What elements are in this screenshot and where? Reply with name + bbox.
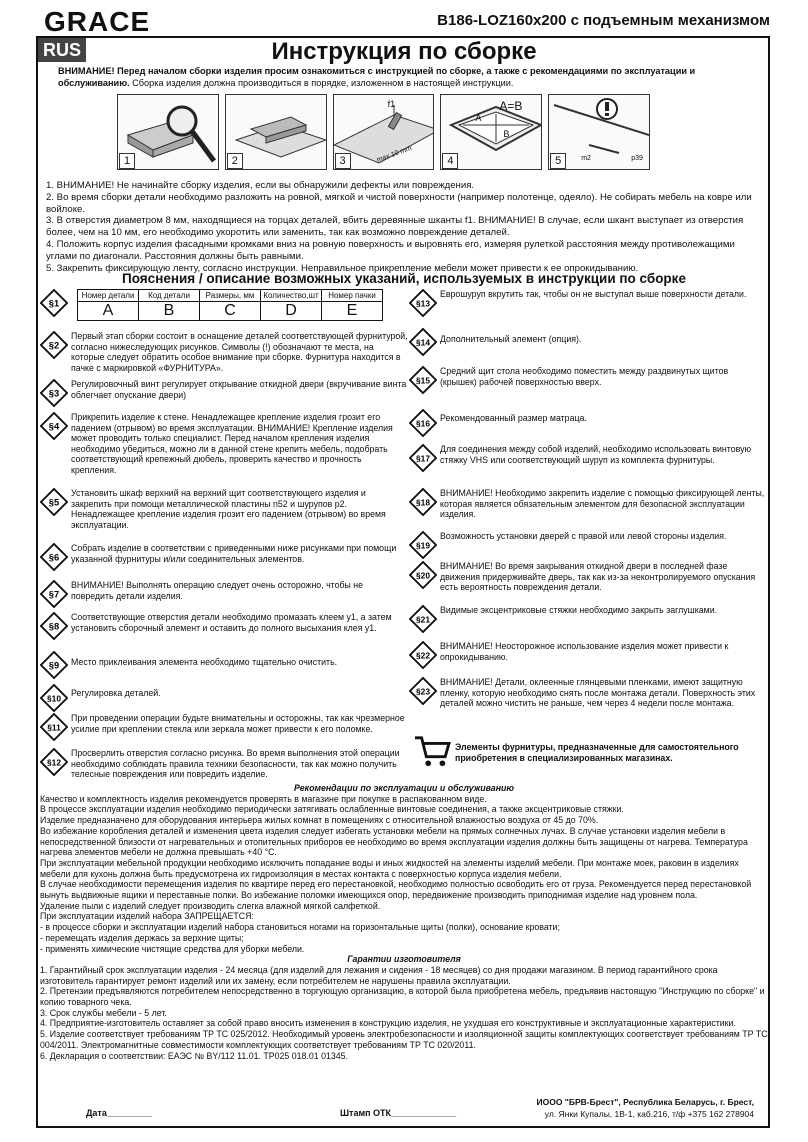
codes-letter: D (261, 302, 322, 321)
intro-rest: Сборка изделия должна производиться в порядке, изложенном в настоящей инструкции. (129, 77, 514, 88)
company-name: ИООО "БРВ-Брест", Республика Беларусь, г. Брест, (536, 1097, 754, 1107)
hint-icon (409, 605, 437, 633)
hint-text: ВНИМАНИЕ! Детали, оклеенные глянцевыми пленками, имеют защитную пленку, которую необходимо снять после монтажа детали. Поверхность этих деталей можно чистить не раньше, чем через 4 недели после монтажа. (440, 677, 756, 709)
rec-line: В процессе эксплуатации изделия необходимо периодически затягивать ослабленные винтовые соединения, а также эксцентриковые стяжки. (40, 804, 624, 815)
step-2: 2. Во время сборки детали необходимо разложить на ровной, мягкой и чистой поверхности (например полотенце, одеяло). Не собирать мебель на ковре или войлоке. (46, 191, 752, 215)
rec-line: Качество и комплектность изделия рекомендуется проверять в магазине при покупке в распакованном виде. (40, 793, 487, 804)
hint-icon (40, 289, 68, 317)
label-a-equals-b: A=B (499, 99, 523, 113)
hint-text: Просверлить отверстия согласно рисунка. Во время выполнения этой операции необходимо соблюдать правила техники безопасности, так как можно получить телесные повреждения или повредить изделие. (71, 748, 400, 780)
hint-text: Видимые эксцентриковые стяжки необходимо закрыть заглушками. (440, 605, 718, 615)
hint-text: Соответствующие отверстия детали необходимо промазать клеем y1, а затем установить сборочный элемент и оставить до полного высыхания клея y1. (71, 612, 392, 633)
hint-number: §1 (48, 298, 60, 309)
rec-line: При эксплуатации мебельной продукции необходимо исключить попадание воды и иных жидкостей на элементы изделий мебели. При монтаже моек, раковин в изделиях мебели для кухонь должна быть предусмотрена их гидроизоляция в местах контакта с поверхностью корпуса изделия мебели. (40, 857, 739, 879)
note-19 (409, 531, 767, 559)
part-code-table (77, 289, 383, 321)
note-13 (409, 289, 767, 317)
codes-letter: B (139, 302, 200, 321)
codes-header: Количество,шт (261, 290, 322, 302)
hint-icon (409, 409, 437, 437)
hint-number: §5 (48, 497, 60, 508)
cart-text: Элементы фурнитуры, предназначенные для самостоятельного приобретения в специализированных магазинах. (455, 742, 739, 763)
codes-header: Код детали (139, 290, 200, 302)
hint-text: Регулировка деталей. (71, 688, 161, 698)
codes-letter: A (78, 302, 139, 321)
note-16 (409, 409, 767, 437)
rec-line: - перемещать изделия держась за верхние щиты; (40, 932, 244, 943)
step-1: 1. ВНИМАНИЕ! Не начинайте сборку изделия, если вы обнаружили дефекты или повреждения. (46, 180, 475, 191)
notes-subtitle: Пояснения / описание возможных указаний, используемых в инструкции по сборке (122, 271, 686, 286)
hint-number: §21 (416, 614, 430, 625)
hint-text: При проведении операции будьте внимательны и осторожны, так как чрезмерное усилие при креплении стекла или зеркала может привести к его поломке. (71, 713, 405, 734)
warranty-line: 1. Гарантийный срок эксплуатации изделия - 24 месяца (для изделий для лежания и сидения - 18 месяцев) со дня продажи магазином. В период гарантийного срока изготовитель гарантирует ремонт изделий или их замену, если потребителем не нарушены правила эксплуатации. (40, 964, 718, 986)
hint-icon (40, 612, 68, 640)
codes-header: Номер детали (78, 290, 139, 302)
label-max: max 10 mm (375, 144, 413, 165)
warranty-line: 6. Декларация о соответствии: ЕАЭС № BY/112 11.01. ТР025 018.01 01345. (40, 1050, 348, 1061)
note-5 (40, 488, 408, 530)
hint-number: §13 (416, 298, 430, 309)
hint-icon (40, 684, 68, 712)
codes-header: Номер пачки (322, 290, 383, 302)
hint-icon (409, 488, 437, 516)
hint-text: Первый этап сборки состоит в оснащение деталей соответствующей фурнитурой, согласно нижеследующих рисунков. Символы (!) обозначают те места, на которые следует обратить особое внимание при сборке. Фурнитура находится в пачке с маркировкой «ФУРНИТУРА». (71, 331, 408, 373)
hint-text: Место приклеивания элемента необходимо тщательно очистить. (71, 657, 338, 667)
hint-number: §20 (416, 570, 430, 581)
rec-line: В случае необходимости перемещения изделия по квартире перед его перестановкой, необходимо полностью освободить его от груза. Рекомендуется перед перестановкой вынуть выдвижные ящики и переставные полки. Во избежание поломки имеющихся опор, передвижение производить приподнимая изделие над уровнем пола. (40, 879, 752, 901)
note-12 (40, 748, 408, 780)
note-10 (40, 684, 408, 712)
rec-line: Изделие предназначено для оборудования интерьера жилых комнат в помещениях с относительной влажностью воздуха от 45 до 70%. (40, 815, 599, 826)
hint-icon (40, 748, 68, 776)
hint-text: Средний щит стола необходимо поместить между раздвинутых щитов (крышек) рабочей поверхностью вверх. (440, 366, 729, 387)
note-23 (409, 677, 767, 709)
language-badge: RUS (38, 38, 86, 62)
hint-number: §23 (416, 686, 430, 697)
codes-letter: E (322, 302, 383, 321)
hint-text: Дополнительный элемент (опция). (440, 334, 582, 344)
note-6 (40, 543, 408, 571)
hint-text: ВНИМАНИЕ! Выполнять операцию следует очень осторожно, чтобы не повредить детали изделия. (71, 580, 364, 601)
hint-number: §19 (416, 540, 430, 551)
note-11 (40, 713, 408, 741)
note-20 (409, 561, 767, 593)
note-4 (40, 412, 408, 476)
hint-text: Регулировочный винт регулирует открывание откидной двери (вкручивание винта облегчает опускание двери) (71, 379, 407, 400)
hint-text: ВНИМАНИЕ! Необходимо закрепить изделие с помощью фиксирующей ленты, которая является обязательным элементом для безопасной эксплуатации изделия. (440, 488, 765, 520)
picture-2 (225, 94, 327, 170)
step-3: 3. В отверстия диаметром 8 мм, находящиеся на торцах деталей, вбить деревянные шканты f1. ВНИМАНИЕ! В случае, если шкант выступает из отверстия более, чем на 10 мм, его необходимо укоротить или заменить, так как возможно повреждение деталей. (46, 215, 744, 239)
rec-line: - в процессе сборки и эксплуатации изделий набора становиться ногами на горизонтальные щиты (полки), основание кровати; (40, 922, 560, 933)
hint-icon (409, 366, 437, 394)
stamp-field: Штамп ОТК_____________ (340, 1108, 457, 1118)
warranty-line: 3. Срок службы мебели - 5 лет. (40, 1007, 167, 1018)
hint-icon (40, 331, 68, 359)
warranty-line: 5. Изделие соответствует требованиям ТР ТС 025/2012. Необходимый уровень электробезопасности и изоляционной защиты комплектующих соответствует требованиям ТР ТС 004/2011. Электромагнитные совместимости комплектующих соответствует требованиям ТР ТС 020/2011. (40, 1029, 768, 1050)
shopping-cart-icon (412, 734, 452, 768)
hint-icon (409, 531, 437, 559)
codes-header: Размеры, мм (200, 290, 261, 302)
hint-number: §22 (416, 650, 430, 661)
rec-line: Удаление пыли с изделий следует производить слегка влажной мягкой салфеткой. (40, 900, 381, 911)
hint-number: §16 (416, 418, 430, 429)
hint-number: §7 (48, 589, 60, 600)
rec-line: - применять химические чистящие средства для уборки мебели. (40, 943, 305, 954)
brand-logo: GRACE (44, 6, 151, 37)
hint-icon (409, 328, 437, 356)
picture-3 (333, 94, 435, 170)
company-info (537, 1096, 755, 1120)
intro-warning: ВНИМАНИЕ! Перед началом сборки изделия просим ознакомиться с инструкцией по сборке, а также с рекомендациями по эксплуатации и обслуживанию. (58, 66, 696, 88)
note-18 (409, 488, 767, 520)
label-a: A (475, 113, 482, 123)
hint-text: ВНИМАНИЕ! Неосторожное использование изделия может привести к опрокидыванию. (440, 641, 729, 662)
hint-icon (409, 641, 437, 669)
picture-number: 4 (442, 153, 458, 169)
hint-number: §17 (416, 453, 430, 464)
hint-number: §18 (416, 497, 430, 508)
hint-number: §3 (48, 388, 60, 399)
note-1 (40, 289, 412, 321)
hint-number: §14 (416, 337, 430, 348)
hint-number: §9 (48, 660, 60, 671)
warranty-line: 4. Предприятие-изготовитель оставляет за собой право вносить изменения в конструкцию изделия, не ухудшая его конструктивные и эксплуатационные характеристики. (40, 1018, 736, 1029)
hint-text: ВНИМАНИЕ! Во время закрывания откидной двери в последней фазе движения придерживайте дверь, так как из-за неконтролируемого опускания есть вероятность повреждения детали. (440, 561, 756, 593)
hint-text: Рекомендованный размер матраца. (440, 413, 587, 423)
warranty-line: 2. Претензии предъявляются потребителем непосредственно в торгующую организацию, в которой была приобретена мебель, предъявив настоящую "Инструкцию по сборке" и копию товарного чека. (40, 986, 765, 1008)
picture-number: 3 (335, 153, 351, 169)
hint-text: Возможность установки дверей с правой или левой стороны изделия. (440, 531, 727, 541)
hint-number: §11 (47, 722, 61, 733)
company-address: ул. Янки Купалы, 1В-1, каб.216, т/ф +375 162 278904 (544, 1109, 754, 1119)
picture-number: 5 (550, 153, 566, 169)
hint-icon (40, 412, 68, 440)
hint-icon (409, 289, 437, 317)
rec-line: При эксплуатации изделий набора ЗАПРЕЩАЕТСЯ: (40, 911, 254, 922)
hint-text: Установить шкаф верхний на верхний щит соответствующего изделия и закрепить при помощи металлической пластины n52 и шурупов p2. Ненадлежащее крепление изделия грозит его падением (отрывом) во время эксплуатации. (71, 488, 386, 530)
hint-number: §8 (48, 621, 60, 632)
note-21 (409, 605, 767, 633)
hint-text: Собрать изделие в соответствии с приведенными ниже рисунками при помощи указанной фурнитуры и/или соединительных элементов. (71, 543, 397, 564)
hint-text: Для соединения между собой изделий, необходимо использовать винтовую стяжку VHS или соответствующий шуруп из комплекта фурнитуры. (440, 444, 752, 465)
hint-icon (409, 677, 437, 705)
picture-5 (548, 94, 650, 170)
note-2 (40, 331, 408, 373)
note-15 (409, 366, 767, 394)
page-title: Инструкция по сборке (271, 38, 537, 65)
hint-number: §15 (416, 375, 430, 386)
note-cart (412, 734, 767, 768)
rec-line: Во избежание коробления деталей и изменения цвета изделия следует избегать установки мебели на прямых солнечных лучах. В случае установки изделия мебели в непосредственной близости от нагревательных и отопительных приборов ее необходимо во время эксплуатации изделия должны быть защищены от нагрева. Температура нагрева элементов мебели не должна превышать +40 °С. (40, 825, 748, 858)
label-b: B (503, 129, 510, 139)
note-22 (409, 641, 767, 669)
hint-icon (409, 444, 437, 472)
step-4: 4. Положить корпус изделия фасадными кромками вниз на ровную поверхность и выровнять его, измеряя рулеткой расстояния между противолежащими углами по диагонали. Расстояния должны быть равными. (46, 238, 735, 262)
date-field: Дата_________ (86, 1108, 152, 1118)
intro-text (58, 66, 758, 89)
note-17 (409, 444, 767, 472)
recommendations (40, 783, 768, 1061)
hint-text: Еврошуруп вкрутить так, чтобы он не выступал выше поверхности детали. (440, 289, 747, 299)
note-8 (40, 612, 408, 640)
hint-number: §10 (47, 693, 61, 704)
picture-number: 1 (119, 153, 135, 169)
hint-number: §6 (48, 552, 60, 563)
note-9 (40, 651, 408, 679)
step-5: 5. Закрепить фиксирующую ленту, согласно инструкции. Неправильное прикрепление мебели может привести к ее опрокидыванию. (46, 262, 639, 274)
warranty-title: Гарантии изготовителя (347, 954, 461, 965)
model-name: B186-LOZ160x200 с подъемным механизмом (437, 12, 770, 29)
note-7 (40, 580, 408, 608)
picture-1 (117, 94, 219, 170)
note-3 (40, 379, 408, 407)
hint-icon (40, 379, 68, 407)
label-p39: p39 (631, 155, 643, 162)
picture-number: 2 (227, 153, 243, 169)
codes-letter: C (200, 302, 261, 321)
hint-number: §4 (48, 421, 60, 432)
label-f1: f1 (387, 99, 396, 109)
hint-icon (40, 580, 68, 608)
assembly-pictures (117, 94, 650, 170)
hint-text: Прикрепить изделие к стене. Ненадлежащее крепление изделия грозит его падением (отрывом) во время эксплуатации. ВНИМАНИЕ! Крепление изделия может проводить только специалист. Перед началом крепления изделия необходимо убедиться, можно ли в данной стене крепить мебель, подобрать соответствующий крепежный дюбель, проверить качество и прочность крепления. (71, 412, 393, 475)
rec-title: Рекомендации по эксплуатации и обслуживанию (293, 783, 514, 793)
picture-4 (440, 94, 542, 170)
label-m2: m2 (581, 155, 591, 162)
hint-icon (40, 543, 68, 571)
hint-icon (40, 651, 68, 679)
note-14 (409, 328, 767, 356)
assembly-steps (46, 180, 768, 274)
hint-icon (40, 488, 68, 516)
hint-number: §12 (47, 757, 61, 768)
hint-number: §2 (48, 340, 60, 351)
hint-icon (409, 561, 437, 589)
hint-icon (40, 713, 68, 741)
